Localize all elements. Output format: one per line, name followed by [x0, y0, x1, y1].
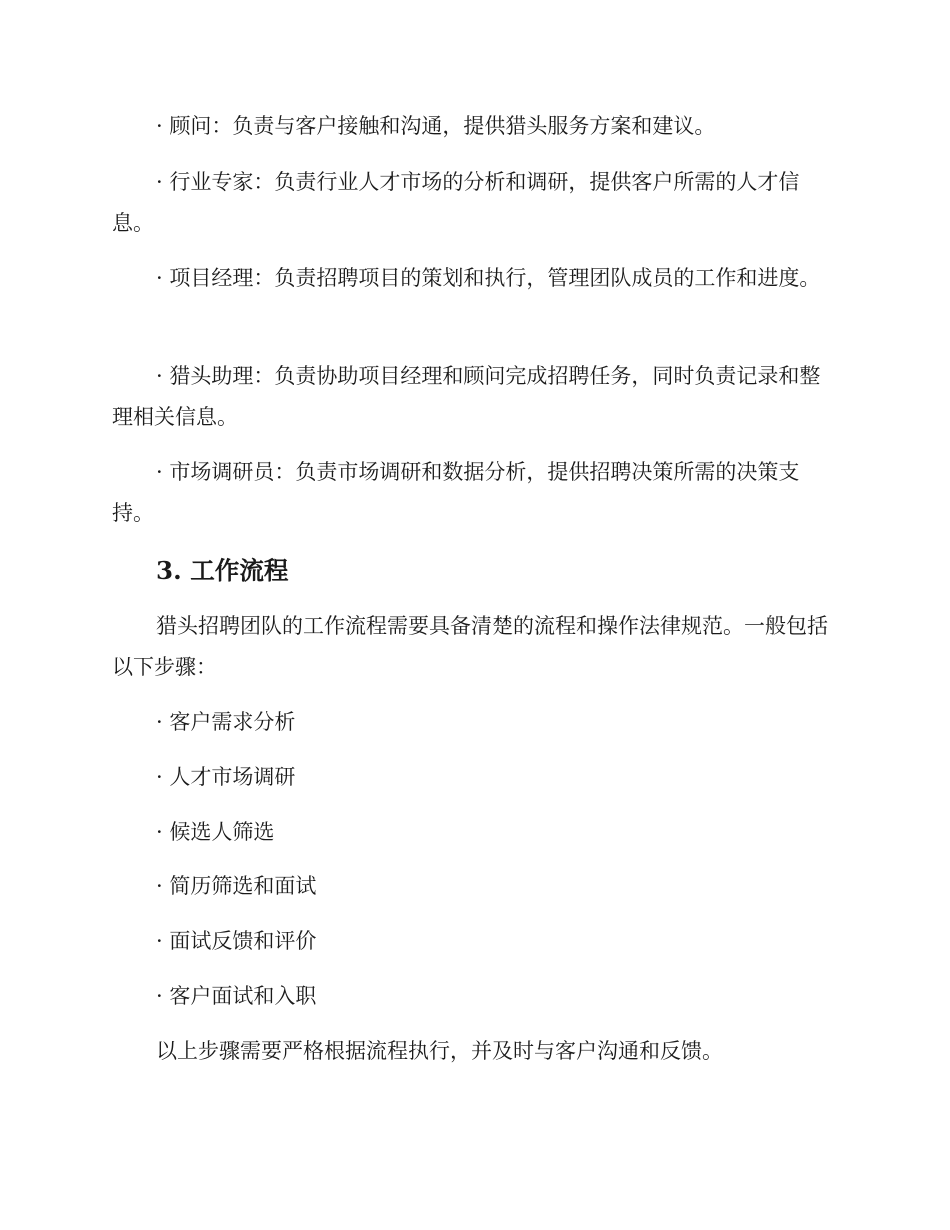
- section-intro: 猎头招聘团队的工作流程需要具备清楚的流程和操作法律规范。一般包括以下步骤：: [112, 614, 828, 679]
- step-item: · 客户需求分析: [156, 710, 296, 734]
- step-item: · 候选人筛选: [156, 820, 275, 844]
- section-conclusion: 以上步骤需要严格根据流程执行，并及时与客户沟通和反馈。: [156, 1039, 723, 1063]
- role-project-manager: · 项目经理：负责招聘项目的策划和执行，管理团队成员的工作和进度。: [156, 266, 821, 290]
- step-item: · 人才市场调研: [156, 765, 296, 789]
- role-headhunter-assistant: · 猎头助理：负责协助项目经理和顾问完成招聘任务，同时负责记录和整理相关信息。: [112, 364, 821, 429]
- role-consultant: · 顾问：负责与客户接触和沟通，提供猎头服务方案和建议。: [156, 114, 716, 138]
- step-item: · 面试反馈和评价: [156, 929, 317, 953]
- step-item: · 简历筛选和面试: [156, 874, 317, 898]
- role-market-researcher: · 市场调研员：负责市场调研和数据分析，提供招聘决策所需的决策支持。: [112, 460, 800, 525]
- section-heading: 3. 工作流程: [156, 556, 289, 585]
- step-item: · 客户面试和入职: [156, 984, 317, 1008]
- role-industry-expert: · 行业专家：负责行业人才市场的分析和调研，提供客户所需的人才信息。: [112, 170, 800, 235]
